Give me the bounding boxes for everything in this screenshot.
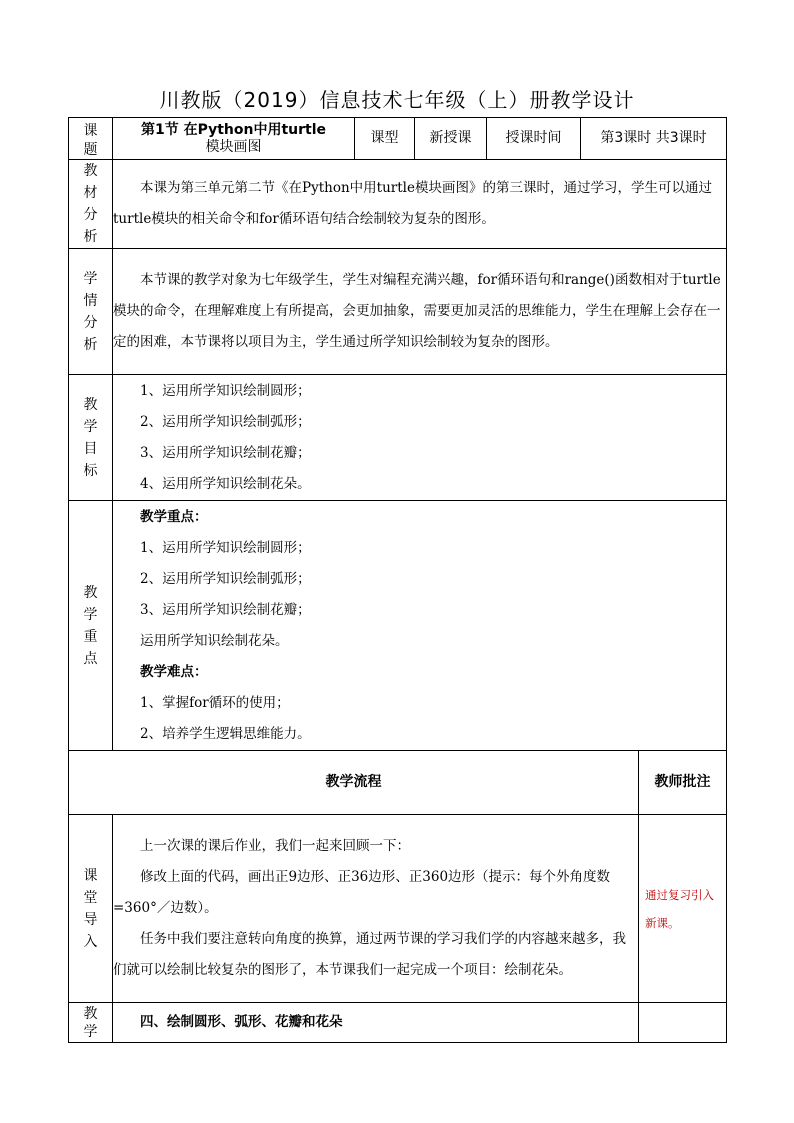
- flow-header-row: [69, 751, 727, 815]
- focus-item: 1、运用所学知识绘制圆形；: [140, 539, 311, 556]
- type-value: 新授课: [415, 118, 487, 160]
- teaching-process-note-cell: [639, 1003, 727, 1043]
- lesson-name-cell: [113, 118, 355, 160]
- teaching-flow-heading: 教学流程: [69, 751, 639, 815]
- goal-item: 4、运用所学知识绘制花朵。: [140, 475, 311, 492]
- intro-paragraph: 修改上面的代码，画出正9边形、正36边形、正360边形（提示：每个外角度数=360°／边数）。: [113, 869, 611, 916]
- teaching-process-label: 教 学: [69, 1003, 113, 1043]
- time-value: 第3课时 共3课时: [581, 118, 727, 160]
- focus-item: 3、运用所学知识绘制花瓣；: [140, 601, 311, 618]
- header-row: [69, 118, 727, 160]
- student-analysis-label: 学 情 分 析: [69, 249, 113, 375]
- difficulty-item: 1、掌握for循环的使用；: [140, 694, 290, 711]
- goal-item: 1、运用所学知识绘制圆形；: [140, 382, 311, 399]
- class-intro-content: [113, 815, 639, 1003]
- key-points-row: [69, 501, 727, 751]
- difficulty-item: 2、培养学生逻辑思维能力。: [140, 725, 311, 742]
- teaching-goals-row: [69, 375, 727, 501]
- student-analysis-text: 本节课的教学对象为七年级学生，学生对编程充满兴趣，for循环语句和range()函数相对于turtle模块的命令，在理解难度上有所提高，会更加抽象，需要更加灵活的思维能力，学生在理解上会存在一定的困难，本节课将以项目为主，学生通过所学知识绘制较为复杂的图形。: [113, 272, 721, 350]
- focus-title: 教学重点：: [140, 508, 208, 525]
- page-title: 川教版（2019）信息技术七年级（上）册教学设计: [159, 88, 635, 112]
- student-analysis-row: [69, 249, 727, 375]
- lesson-name-line1: 第1节 在Python中用turtle: [140, 122, 327, 139]
- teaching-process-row: [69, 1003, 727, 1043]
- type-label: 课型: [355, 118, 415, 160]
- goal-item: 2、运用所学知识绘制弧形；: [140, 413, 311, 430]
- textbook-analysis-text: 本课为第三单元第二节《在Python中用turtle模块画图》的第三课时，通过学习，学生可以通过turtle模块的相关命令和for循环语句结合绘制较为复杂的图形。: [113, 180, 712, 227]
- lesson-name-line2: 模块画图: [205, 138, 262, 155]
- section-title: 四、绘制圆形、弧形、花瓣和花朵: [140, 1014, 343, 1030]
- intro-paragraph: 上一次课的课后作业，我们一起来回顾一下：: [140, 838, 410, 854]
- class-intro-note-cell: [639, 815, 727, 1003]
- key-points-label: 教 学 重 点: [69, 501, 113, 751]
- focus-item: 2、运用所学知识绘制弧形；: [140, 570, 311, 587]
- key-points-content: [113, 501, 727, 751]
- intro-paragraph: 任务中我们要注意转向角度的换算，通过两节课的学习我们学的内容越来越多，我们就可以绘制比较复杂的图形了，本节课我们一起完成一个项目：绘制花朵。: [113, 931, 626, 978]
- focus-item: 运用所学知识绘制花朵。: [140, 632, 289, 649]
- goal-item: 3、运用所学知识绘制花瓣；: [140, 444, 311, 461]
- topic-label: 课 题: [69, 118, 113, 160]
- teaching-process-content: [113, 1003, 639, 1043]
- textbook-analysis-label: 教 材 分 析: [69, 160, 113, 249]
- teacher-notes-heading: 教师批注: [639, 751, 727, 815]
- textbook-analysis-row: [69, 160, 727, 249]
- class-intro-row: [69, 815, 727, 1003]
- difficulty-title: 教学难点：: [140, 663, 208, 680]
- lesson-plan-table: [68, 117, 727, 1043]
- teacher-note: 通过复习引入新课。: [645, 887, 714, 930]
- teaching-goals-label: 教 学 目 标: [69, 375, 113, 501]
- class-intro-label: 课 堂 导 入: [69, 815, 113, 1003]
- teaching-goals-content: [113, 375, 727, 501]
- student-analysis-content: [113, 249, 727, 375]
- textbook-analysis-content: [113, 160, 727, 249]
- time-label: 授课时间: [487, 118, 581, 160]
